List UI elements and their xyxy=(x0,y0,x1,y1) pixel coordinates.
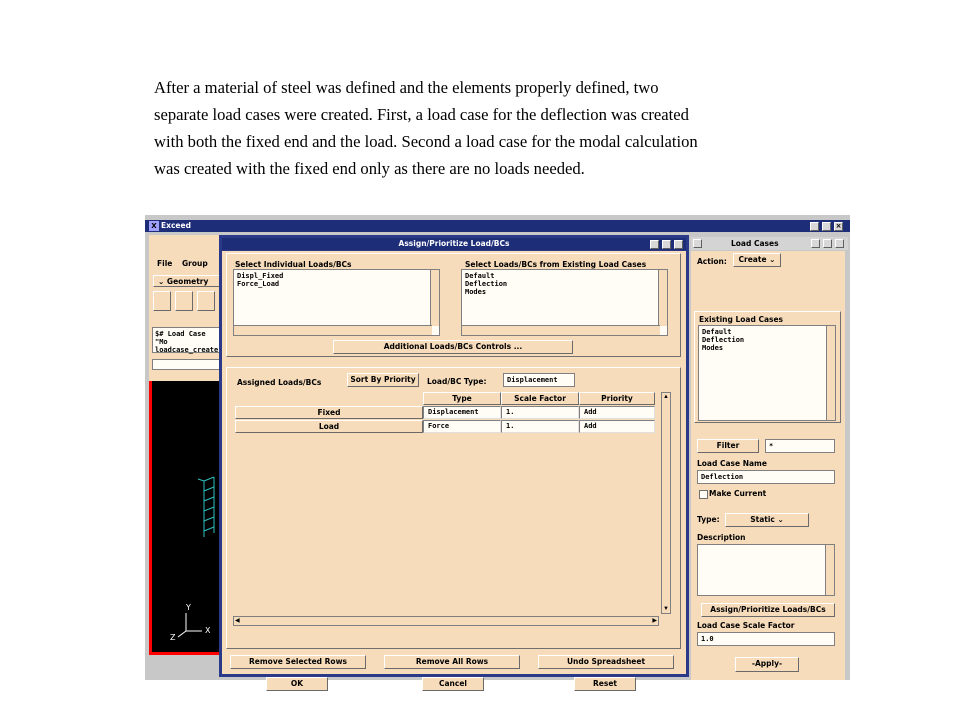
history-line: loadcase_create xyxy=(155,346,219,354)
assigned-group xyxy=(226,367,681,649)
scroll-right-icon[interactable]: ▶ xyxy=(652,618,657,624)
history-line: $# Load Case "Mo xyxy=(155,330,206,346)
paragraph-line: with both the fixed end and the load. Second a load case for the modal calculation xyxy=(154,132,698,151)
ok-button[interactable]: OK xyxy=(266,677,328,691)
action-dropdown[interactable]: Create ⌄ xyxy=(733,253,781,267)
scale-factor-label: Load Case Scale Factor xyxy=(697,621,795,630)
load-bc-type-field[interactable]: Displacement xyxy=(503,373,575,387)
table-cell[interactable]: 1. xyxy=(501,406,579,419)
dialog-close-icon[interactable] xyxy=(674,240,683,249)
make-current-checkbox[interactable] xyxy=(699,490,708,499)
graphics-viewport[interactable] xyxy=(149,381,221,655)
dialog-minimize-icon[interactable] xyxy=(650,240,659,249)
select-group xyxy=(226,253,681,357)
assign-dialog xyxy=(219,235,689,688)
list-item[interactable]: Displ_Fixed xyxy=(237,272,284,280)
cancel-button[interactable]: Cancel xyxy=(422,677,484,691)
minimize-icon[interactable] xyxy=(810,222,819,231)
list-item[interactable]: Modes xyxy=(702,344,724,352)
chevron-down-icon: ⌄ xyxy=(777,515,784,524)
existing-loadcase-list[interactable] xyxy=(461,269,668,336)
command-history xyxy=(152,327,222,353)
dialog-titlebar xyxy=(222,238,686,250)
column-header-scale: Scale Factor xyxy=(501,392,579,405)
sort-by-priority-button[interactable]: Sort By Priority xyxy=(347,373,419,387)
existing-cases-group xyxy=(694,311,841,423)
vertical-scrollbar[interactable] xyxy=(430,270,439,326)
panel-maximize-icon[interactable] xyxy=(823,239,832,248)
table-cell[interactable]: Displacement xyxy=(423,406,501,419)
assign-prioritize-button[interactable]: Assign/Prioritize Loads/BCs xyxy=(701,603,835,617)
name-label: Load Case Name xyxy=(697,459,767,468)
axis-y-label: Y xyxy=(186,603,191,612)
apply-button[interactable]: -Apply- xyxy=(735,657,799,672)
table-cell[interactable]: Add xyxy=(579,420,655,433)
type-dropdown[interactable]: Static ⌄ xyxy=(725,513,809,527)
undo-spreadsheet-button[interactable]: Undo Spreadsheet xyxy=(538,655,674,669)
geometry-menu[interactable]: ⌄ Geometry xyxy=(153,275,221,287)
dialog-maximize-icon[interactable] xyxy=(662,240,671,249)
individual-label: Select Individual Loads/BCs xyxy=(235,260,352,269)
load-cases-titlebar xyxy=(691,237,848,250)
remove-selected-rows-button[interactable]: Remove Selected Rows xyxy=(230,655,366,669)
column-header-priority: Priority xyxy=(579,392,655,405)
spreadsheet-hscrollbar[interactable] xyxy=(233,616,659,626)
maximize-icon[interactable] xyxy=(822,222,831,231)
exceed-titlebar xyxy=(145,220,850,232)
list-item[interactable]: Deflection xyxy=(702,336,745,344)
vertical-scrollbar[interactable] xyxy=(658,270,667,326)
column-header-type: Type xyxy=(423,392,501,405)
paragraph-line: After a material of steel was defined and the elements properly defined, two xyxy=(154,78,659,97)
list-item[interactable]: Deflection xyxy=(465,280,508,288)
reset-button[interactable]: Reset xyxy=(574,677,636,691)
additional-controls-button[interactable]: Additional Loads/BCs Controls ... xyxy=(333,340,573,354)
chevron-down-icon: ⌄ xyxy=(158,277,165,286)
menu-file[interactable]: File xyxy=(157,259,173,268)
existing-cases-list[interactable] xyxy=(698,325,836,421)
make-current-label: Make Current xyxy=(709,489,767,498)
close-icon[interactable]: × xyxy=(835,222,842,230)
axis-x-label: X xyxy=(205,626,211,635)
table-cell[interactable]: Force xyxy=(423,420,501,433)
panel-minimize-icon[interactable] xyxy=(811,239,820,248)
chevron-down-icon: ⌄ xyxy=(769,255,776,264)
load-cases-body xyxy=(691,251,845,680)
row-header-load[interactable]: Load xyxy=(235,420,423,433)
scroll-down-icon[interactable]: ▼ xyxy=(663,606,669,612)
horizontal-scrollbar[interactable] xyxy=(462,325,660,335)
scroll-up-icon[interactable]: ▲ xyxy=(663,394,669,400)
load-cases-panel xyxy=(691,235,848,680)
screenshot-area xyxy=(145,215,850,688)
existing-label: Select Loads/BCs from Existing Load Cases xyxy=(465,260,647,269)
list-item[interactable]: Force_Load xyxy=(237,280,280,288)
description-textarea[interactable] xyxy=(697,544,835,596)
dialog-title: Assign/Prioritize Load/BCs xyxy=(398,239,510,248)
spreadsheet-vscrollbar[interactable] xyxy=(661,392,671,614)
table-cell[interactable]: Add xyxy=(579,406,655,419)
load-cases-title: Load Cases xyxy=(731,239,779,248)
filter-field[interactable]: * xyxy=(765,439,835,453)
command-input[interactable] xyxy=(152,359,222,370)
type-label: Type: xyxy=(697,515,720,524)
paragraph-line: was created with the fixed end only as there are no loads needed. xyxy=(154,159,585,178)
remove-all-rows-button[interactable]: Remove All Rows xyxy=(384,655,520,669)
paragraph-line: separate load cases were created. First, a load case for the deflection was created xyxy=(154,105,689,124)
filter-button[interactable]: Filter xyxy=(697,439,759,453)
list-item[interactable]: Default xyxy=(465,272,495,280)
rotate-tool-icon[interactable] xyxy=(197,291,215,311)
existing-cases-label: Existing Load Cases xyxy=(699,315,784,324)
table-cell[interactable]: 1. xyxy=(501,420,579,433)
action-label: Action: xyxy=(697,257,727,266)
description-label: Description xyxy=(697,533,746,542)
scale-factor-field[interactable]: 1.0 xyxy=(697,632,835,646)
assigned-label: Assigned Loads/BCs xyxy=(237,378,322,387)
sz-tool-icon[interactable] xyxy=(175,291,193,311)
list-item[interactable]: Modes xyxy=(465,288,487,296)
list-item[interactable]: Default xyxy=(702,328,732,336)
scroll-left-icon[interactable]: ◀ xyxy=(235,618,240,624)
description-paragraph xyxy=(154,74,874,182)
load-case-name-field[interactable]: Deflection xyxy=(697,470,835,484)
panel-menu-icon[interactable] xyxy=(693,239,702,248)
type-label: Load/BC Type: xyxy=(427,377,487,386)
vertical-scrollbar[interactable] xyxy=(826,326,835,420)
exceed-logo-icon: X xyxy=(149,221,159,231)
individual-list[interactable] xyxy=(233,269,440,336)
row-header-fixed[interactable]: Fixed xyxy=(235,406,423,419)
exceed-title: Exceed xyxy=(161,221,191,230)
dialog-body xyxy=(222,251,686,688)
vertical-scrollbar[interactable] xyxy=(825,545,834,595)
menu-group[interactable]: Group xyxy=(182,259,208,268)
horizontal-scrollbar[interactable] xyxy=(234,325,432,335)
spreadsheet xyxy=(233,392,673,632)
rv-tool-icon[interactable] xyxy=(153,291,171,311)
panel-close-icon[interactable] xyxy=(835,239,844,248)
axis-z-label: Z xyxy=(170,633,176,642)
